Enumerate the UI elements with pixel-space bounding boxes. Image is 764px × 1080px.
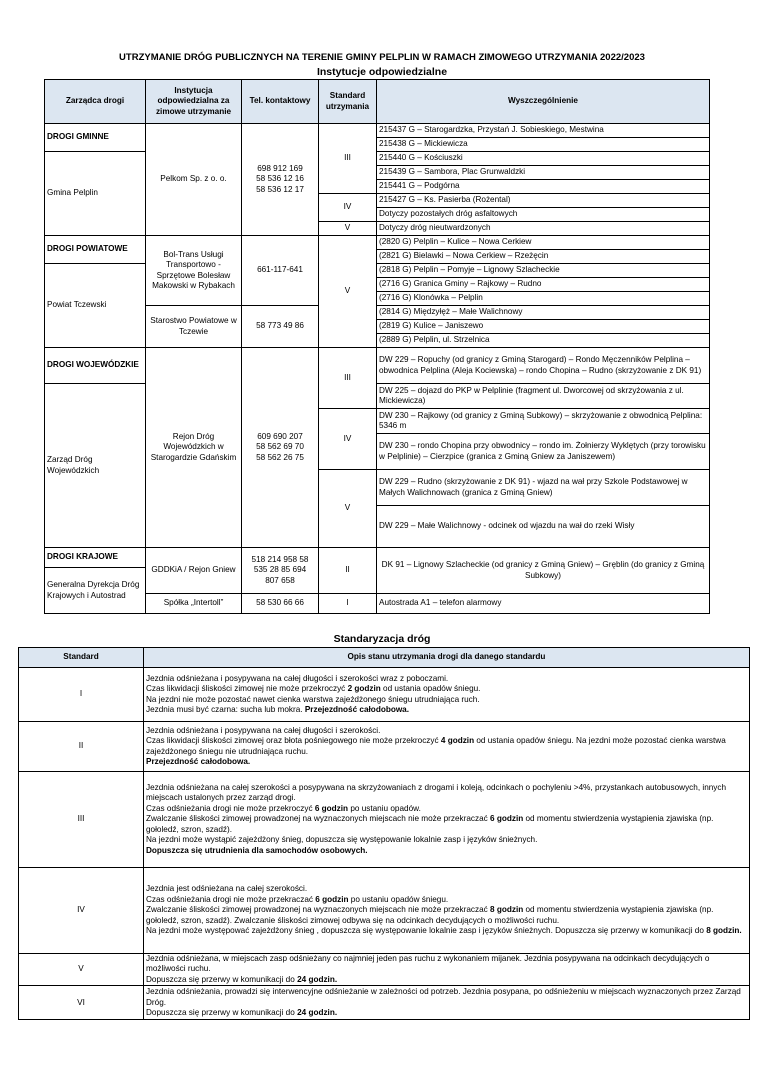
gminne-road: 215438 G – Mickiewicza [377,138,710,152]
gminne-road: 215439 G – Sambora, Plac Grunwaldzki [377,166,710,180]
gminne-phone-2: 58 536 12 16 [256,174,304,184]
powiatowe-road: (2819 G) Kulice – Janiszewo [377,320,710,334]
standard-description [144,772,750,868]
plain-text: po ustaniu opadów śniegu. [348,894,449,904]
plain-text: po ustaniu opadów. [348,803,421,813]
description-line [146,804,747,814]
krajowe-std-1: II [319,548,377,594]
gminne-road: Dotyczy pozostałych dróg asfaltowych [377,208,710,222]
description-line [146,695,747,705]
standards-table [18,647,750,1020]
gminne-road: 215427 G – Ks. Pasierba (Rożental) [377,194,710,208]
wojewodzkie-std-iv: IV [319,409,377,470]
section-krajowe: DROGI KRAJOWE [45,548,146,568]
standard-row [19,722,750,772]
krajowe-phone-1: 518 214 958 58 [251,555,309,565]
standard-description [144,868,750,954]
description-line [146,846,747,856]
krajowe-phone-3: 807 658 [265,575,295,585]
plain-text: Zwalczanie śliskości zimowej prowadzonej na wyznaczonych miejscach nie może przekraczać [146,905,491,915]
powiatowe-institution-2: Starostwo Powiatowe w Tczewie [146,306,242,348]
powiatowe-manager: Powiat Tczewski [45,264,146,348]
plain-text: od ustania opadów śniegu. [380,684,481,694]
description-line [146,684,747,694]
plain-text: Czas likwidacji śliskości zimowej nie może przekroczyć [146,684,348,694]
gminne-road: 215441 G – Podgórna [377,180,710,194]
gminne-std-v: V [319,222,377,236]
description-line [146,814,747,835]
emphasis-text: Przejezdność całodobowa. [304,704,410,714]
emphasis-text: 8 godzin [490,905,524,915]
powiatowe-road: (2820 G) Pelplin – Kulice – Nowa Cerkiew [377,236,710,250]
description-line [146,705,747,715]
standards-title: Standaryzacja dróg [333,633,431,645]
standard-row [19,954,750,986]
powiatowe-std: V [319,236,377,348]
description-line [146,975,747,985]
plain-text: Jezdnia odśnieżana i posypywana na całej długości i szerokości. [146,725,381,735]
header-instytucja: Instytucja odpowiedzialna za zimowe utrzymanie [146,80,242,124]
description-line [146,1008,747,1018]
header-tel: Tel. kontaktowy [242,80,319,124]
document-title: UTRZYMANIE DRÓG PUBLICZNYCH NA TERENIE GMINY PELPLIN W RAMACH ZIMOWEGO UTRZYMANIA 2022/2023 [119,52,645,63]
emphasis-text: 2 godzin [347,684,381,694]
standard-level: V [19,954,144,986]
krajowe-road-2: Autostrada A1 – telefon alarmowy [377,594,710,614]
krajowe-manager: Generalna Dyrekcja Dróg Krajowych i Autostrad [45,568,146,614]
plain-text: Czas odśnieżania drogi nie może przekraczać [146,894,316,904]
description-line [146,987,747,1008]
plain-text: Dopuszcza się przerwy w komunikacji do [146,1007,298,1017]
emphasis-text: 6 godzin [314,803,349,813]
document-subtitle: Instytucje odpowiedzialne [316,66,448,78]
krajowe-institution-1: GDDKiA / Rejon Gniew [146,548,242,594]
wojewodzkie-phone-2: 58 562 69 70 [256,442,304,452]
emphasis-text: Dopuszcza się utrudnienia dla samochodów osobowych. [146,845,368,855]
standard-level: II [19,722,144,772]
plain-text: Czas odśnieżania drogi nie może przekroczyć [146,803,315,813]
wojewodzkie-phones [242,348,319,548]
powiatowe-road: (2889 G) Pelplin, ul. Strzelnica [377,334,710,348]
wojewodzkie-manager: Zarząd Dróg Wojewódzkich [45,384,146,548]
gminne-road: 215440 G – Kościuszki [377,152,710,166]
plain-text: Na jezdni może wystąpić zajeżdżony śnieg, dopuszcza się występowanie lokalnie zasp i języków śnieżnych. [146,835,538,845]
standard-row [19,668,750,722]
plain-text: Na jezdni nie może pozostać nawet cienka warstwa zajeżdżonego śniegu utrudniająca ruch. [146,694,480,704]
emphasis-text: Przejezdność całodobowa. [146,756,251,766]
gminne-phones [242,124,319,236]
gminne-road: Dotyczy dróg nieutwardzonych [377,222,710,236]
gminne-manager: Gmina Pelplin [45,152,146,236]
gminne-road: 215437 G – Starogardzka, Przystań J. Sobieskiego, Mestwina [377,124,710,138]
standard-description [144,986,750,1020]
header-opis-col: Opis stanu utrzymania drogi dla danego standardu [144,648,750,668]
plain-text: od ustania opadów śniegu. Na jezdni może pozostać cienka warstwa zajeżdżonego śniegu nie utrudniająca ruchu. [146,736,726,756]
wojewodzkie-phone-3: 58 562 26 75 [256,452,304,462]
krajowe-phones-1 [242,548,319,594]
powiatowe-road: (2716 G) Granica Gminy – Rajkowy – Rudno [377,278,710,292]
description-line [146,726,747,736]
wojewodzkie-road: DW 225 – dojazd do PKP w Pelplinie (fragment ul. Dworcowej od skrzyżowania z ul. Mickiewicza) [377,384,710,409]
krajowe-phone-2: 535 28 85 694 [253,565,307,575]
krajowe-road-1: DK 91 – Lignowy Szlacheckie (od granicy z Gminą Gniew) – Gręblin (do granicy z Gminą Subkowy) [377,548,710,594]
emphasis-text: 6 godzin [490,814,524,824]
krajowe-phone-2: 58 530 66 66 [242,594,319,614]
plain-text: Na jezdni może występować zajeżdżony śnieg , dopuszcza się występowanie lokalnie zasp i języków śnieżnych. Dopuszcza się przerwy w komunikacji do [146,926,707,936]
gminne-phone-1: 698 912 169 [257,164,303,174]
section-wojewodzkie: DROGI WOJEWÓDZKIE [45,348,146,384]
description-line [146,783,747,804]
header-zarzadca: Zarządca drogi [45,80,146,124]
emphasis-text: 24 godzin. [297,974,338,984]
plain-text: Dopuszcza się przerwy w komunikacji do [146,974,298,984]
powiatowe-road: (2818 G) Pelplin – Pomyje – Lignowy Szlacheckie [377,264,710,278]
gminne-phone-3: 58 536 12 17 [256,184,304,194]
institutions-table [44,79,710,614]
standard-description [144,954,750,986]
standard-level: III [19,772,144,868]
standard-description [144,668,750,722]
krajowe-std-2: I [319,594,377,614]
emphasis-text: 24 godzin. [297,1007,338,1017]
description-line [146,674,747,684]
wojewodzkie-institution: Rejon Dróg Wojewódzkich w Starogardzie Gdańskim [146,348,242,548]
wojewodzkie-road: DW 229 – Rudno (skrzyżowanie z DK 91) - wjazd na wał przy Szkole Podstawowej w Małych Walichnowach (granica z Gminą Gniew) [377,470,710,506]
description-line [146,884,747,894]
description-line [146,757,747,767]
powiatowe-phone-1: 661-117-641 [242,236,319,306]
wojewodzkie-std-iii: III [319,348,377,409]
gminne-institution: Pelkom Sp. z o. o. [146,124,242,236]
plain-text: Czas likwidacji śliskości zimowej oraz błota pośniegowego nie może przekroczyć [146,736,441,746]
plain-text: Jezdnia jest odśnieżana na całej szerokości. [146,884,308,894]
description-line [146,926,747,936]
plain-text: Jezdnia odśnieżana, w miejscach zasp odśnieżany co najmniej jeden pas ruchu z wykonaniem mijanek. Jezdnia posypywana na odcinkach decydujących o możliwości ruchu. [146,954,710,974]
header-standard: Standard utrzymania [319,80,377,124]
plain-text: od momentu stwierdzenia wystąpienia zjawiska (np. gołoledź, szron, szadź). Zwalczanie śliskości zimowej odbywa się na odcinkach decydujących o możliwości ruchu. [146,905,714,925]
standard-level: I [19,668,144,722]
description-line [146,835,747,845]
standard-level: IV [19,868,144,954]
standard-row [19,772,750,868]
wojewodzkie-road: DW 230 – rondo Chopina przy obwodnicy – rondo im. Żołnierzy Wyklętych (przy torowisku w Pelplinie) – Cierzpice (granica z Gminą Gniew za Janiszewem) [377,434,710,470]
powiatowe-phone-2: 58 773 49 86 [242,306,319,348]
standard-row [19,986,750,1020]
wojewodzkie-std-v: V [319,470,377,548]
plain-text: Zwalczanie śliskości zimowej prowadzonej na wyznaczonych miejscach nie może przekraczać [146,814,491,824]
header-wyszczegolnienie: Wyszczególnienie [377,80,710,124]
description-line [146,905,747,926]
plain-text: Jezdnia odśnieżana na całej szerokości a posypywana na skrzyżowaniach z drogami i koleją, odcinkach o pochyleniu >4%, przystankach autobusowych, innych miejscach ustalonych przez zarząd drogi. [146,783,727,803]
wojewodzkie-road: DW 229 – Małe Walichnowy - odcinek od wjazdu na wał do rzeki Wisły [377,506,710,548]
description-line [146,736,747,757]
section-gminne: DROGI GMINNE [45,124,146,152]
krajowe-institution-2: Spółka „Intertoll” [146,594,242,614]
section-powiatowe: DROGI POWIATOWE [45,236,146,264]
plain-text: od momentu stwierdzenia wystąpienia zjawiska (np. gołoledź, szron, szadź). [146,814,714,834]
standard-level: VI [19,986,144,1020]
emphasis-text: 8 godzin. [706,926,742,936]
plain-text: Jezdnia odśnieżana i posypywana na całej długości i szerokości wraz z poboczami. [146,673,449,683]
powiatowe-road: (2716 G) Klonówka – Pelplin [377,292,710,306]
wojewodzkie-road: DW 229 – Ropuchy (od granicy z Gminą Starogard) – Rondo Męczenników Pelplina – obwodnica Pelplina (Aleja Kociewska) – rondo Chopina – Rudno (skrzyżowanie z DK 91) [377,348,710,384]
powiatowe-road: (2814 G) Międzyłęż – Małe Walichnowy [377,306,710,320]
gminne-std-iv: IV [319,194,377,222]
wojewodzkie-phone-1: 609 690 207 [257,432,303,442]
standard-row [19,868,750,954]
powiatowe-road: (2821 G) Bielawki – Nowa Cerkiew – Rzeżęcin [377,250,710,264]
standard-description [144,722,750,772]
powiatowe-institution-1: Bol-Trans Usługi Transportowo - Sprzętowe Bolesław Makowski w Rybakach [146,236,242,306]
description-line [146,895,747,905]
emphasis-text: 4 godzin [440,736,475,746]
header-standard-col: Standard [19,648,144,668]
wojewodzkie-road: DW 230 – Rajkowy (od granicy z Gminą Subkowy) – skrzyżowanie z obwodnicą Pelplina: 5346 m [377,409,710,434]
description-line [146,954,747,975]
gminne-std-iii: III [319,124,377,194]
plain-text: Jezdnia musi być czarna: sucha lub mokra. [146,704,305,714]
plain-text: Jezdnia odśnieżania, prowadzi się interwencyjne odśnieżanie w zależności od potrzeb. Jezdnia posypana, po odśnieżeniu w miejscach wyznaczonych przez Zarząd Dróg. [146,987,741,1007]
emphasis-text: 6 godzin [315,894,349,904]
